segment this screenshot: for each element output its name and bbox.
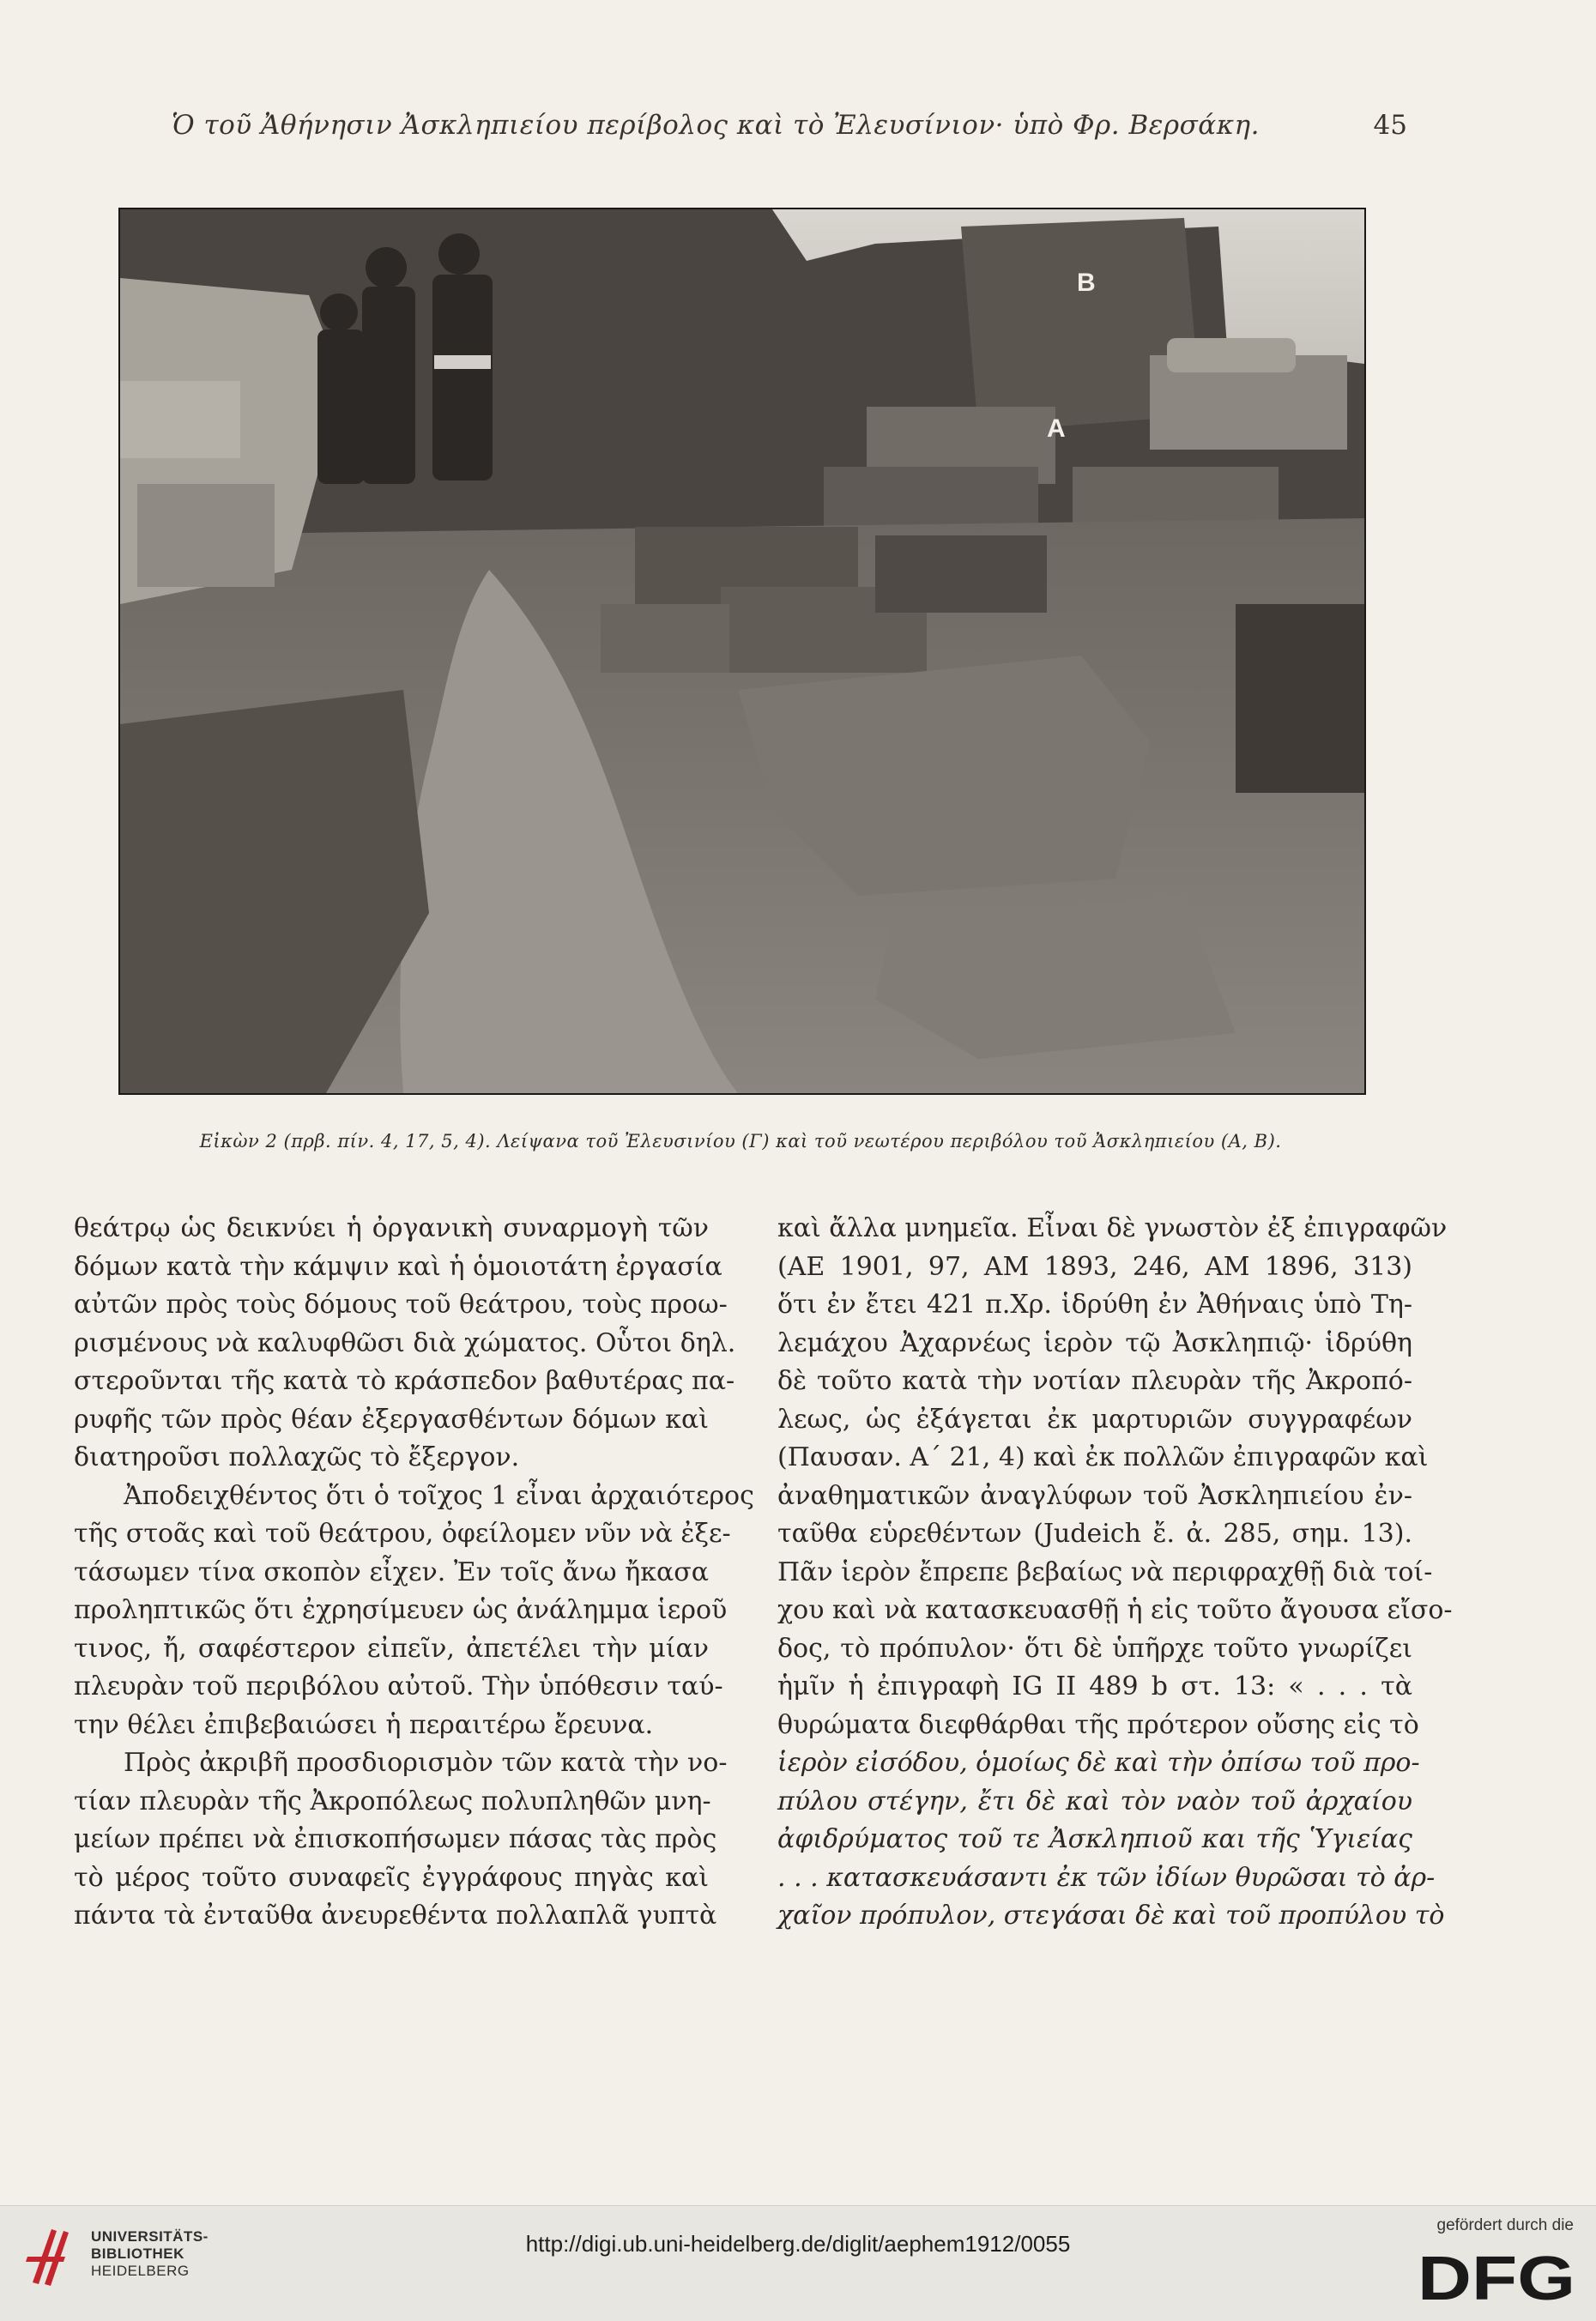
library-line-3: HEIDELBERG — [91, 2263, 190, 2279]
right-text-column — [777, 1210, 1453, 1936]
text-line: ταῦθα εὑρεθέντων (Judeich ἔ. ἀ. 285, σημ. 13). — [777, 1519, 1412, 1549]
text-line: ρυφῆς τῶν πρὸς θέαν ἐξεργασθέντων δόμων καὶ — [74, 1404, 709, 1435]
text-line: πάντα τὰ ἐνταῦθα ἀνευρεθέντα πολλαπλᾶ γυπτὰ — [74, 1901, 717, 1931]
excavation-photograph — [118, 208, 1366, 1095]
text-line: (ΑΕ 1901, 97, ΑΜ 1893, 246, ΑΜ 1896, 313) — [777, 1251, 1412, 1282]
text-line: δόμων κατὰ τὴν κάμψιν καὶ ἡ ὁμοιοτάτη ἐργασία — [74, 1251, 722, 1282]
page-number: 45 — [1373, 110, 1407, 141]
library-line-2: BIBLIOTHEK — [91, 2245, 184, 2262]
photo-label-a: A — [1047, 414, 1066, 443]
text-line: λεμάχου Ἀχαρνέως ἱερὸν τῷ Ἀσκληπιῷ· ἱδρύθη — [777, 1327, 1412, 1358]
text-line: δὲ τοῦτο κατὰ τὴν νοτίαν πλευρὰν τῆς Ἀκροπό- — [777, 1366, 1412, 1396]
text-line: τάσωμεν τίνα σκοπὸν εἶχεν. Ἐν τοῖς ἄνω ἤκασα — [74, 1556, 709, 1587]
text-line: ἀφιδρύματος τοῦ τε Ἀσκληπιοῦ και τῆς Ὑγιείας — [777, 1824, 1412, 1854]
text-line: τίαν πλευρὰν τῆς Ἀκροπόλεως πολυπληθῶν μνη- — [74, 1786, 711, 1816]
text-line: καὶ ἄλλα μνημεῖα. Εἶναι δὲ γνωστὸν ἐξ ἐπιγραφῶν — [777, 1213, 1448, 1243]
text-line: προληπτικῶς ὅτι ἐχρησίμευεν ὡς ἀνάλημμα ἱεροῦ — [74, 1595, 728, 1625]
text-line: χαῖον πρόπυλον, στεγάσαι δὲ καὶ τοῦ προπύλου τὸ — [777, 1901, 1445, 1931]
text-line: δος, τὸ πρόπυλον· ὅτι δὲ ὑπῆρχε τοῦτο γνωρίζει — [777, 1633, 1412, 1664]
source-url-link[interactable]: http://digi.ub.uni-heidelberg.de/diglit/aephem1912/0055 — [525, 2231, 1071, 2257]
text-line: ἱερὸν εἰσόδου, ὁμοίως δὲ καὶ τὴν ὀπίσω τοῦ προ- — [777, 1748, 1420, 1778]
running-head: Ὁ τοῦ Ἀθήνησιν Ἀσκληπιείου περίβολος καὶ τὸ Ἐλευσίνιον· ὑπὸ Φρ. Βερσάκη. — [172, 110, 1260, 141]
text-line: ἀναθηματικῶν ἀναγλύφων τοῦ Ἀσκληπιείου ἐν- — [777, 1480, 1412, 1511]
text-line: τινος, ἤ, σαφέστερον εἰπεῖν, ἀπετέλει τὴν μίαν — [74, 1633, 709, 1664]
text-line: ἡμῖν ἡ ἐπιγραφὴ IG II 489 b στ. 13: « . . . τὰ — [777, 1671, 1412, 1701]
figure-caption: Εἰκὼν 2 (πρβ. πίν. 4, 17, 5, 4). Λείψανα τοῦ Ἐλευσινίου (Γ) καὶ τοῦ νεωτέρου περιβόλου τοῦ Ἀσκληπιείου (A, B). — [199, 1131, 1282, 1151]
text-line: Πᾶν ἱερὸν ἔπρεπε βεβαίως νὰ περιφραχθῇ διὰ τοί- — [777, 1556, 1433, 1587]
digitization-footer — [0, 2205, 1596, 2321]
text-line: αὐτῶν πρὸς τοὺς δόμους τοῦ θεάτρου, τοὺς προω- — [74, 1290, 728, 1320]
text-line: πλευρὰν τοῦ περιβόλου αὐτοῦ. Τὴν ὑπόθεσιν ταύ- — [74, 1671, 723, 1701]
text-line: την θέλει ἐπιβεβαιώσει ἡ περαιτέρω ἔρευνα. — [74, 1709, 654, 1740]
text-line: Ἀποδειχθέντος ὅτι ὁ τοῖχος 1 εἶναι ἀρχαιότερος — [124, 1480, 754, 1511]
text-line: διατηροῦσι πολλαχῶς τὸ ἔξεργον. — [74, 1442, 520, 1472]
dfg-logo-text: DFG — [1418, 2246, 1575, 2308]
text-line: θεάτρῳ ὡς δεικνύει ἡ ὀργανικὴ συναρμογὴ τῶν — [74, 1213, 709, 1243]
university-library-name — [91, 2228, 209, 2280]
text-line: ὅτι ἐν ἔτει 421 π.Χρ. ἱδρύθη ἐν Ἀθήναις ὑπὸ Τη- — [777, 1290, 1412, 1320]
left-text-column — [74, 1210, 754, 1936]
photo-label-b: B — [1077, 269, 1096, 297]
university-library-logo-icon — [24, 2222, 76, 2291]
text-line: στεροῦνται τῆς κατὰ τὸ κράσπεδον βαθυτέρας πα- — [74, 1366, 735, 1396]
text-line: θυρώματα διεφθάρθαι τῆς πρότερον οὔσης εἰς τὸ — [777, 1709, 1419, 1740]
text-line: χου καὶ νὰ κατασκευασθῇ ἡ εἰς τοῦτο ἄγουσα εἴσο- — [777, 1595, 1453, 1625]
text-line: λεως, ὡς ἐξάγεται ἐκ μαρτυριῶν συγγραφέων — [777, 1404, 1412, 1435]
text-line: . . . κατασκευάσαντι ἐκ τῶν ἰδίων θυρῶσαι τὸ ἀρ- — [777, 1862, 1436, 1893]
text-line: τῆς στοᾶς καὶ τοῦ θεάτρου, ὀφείλομεν νῦν νὰ ἐξε- — [74, 1519, 731, 1549]
text-line: πύλου στέγην, ἔτι δὲ καὶ τὸν ναὸν τοῦ ἀρχαίου — [777, 1786, 1412, 1816]
text-line: Πρὸς ἀκριβῆ προσδιορισμὸν τῶν κατὰ τὴν νο- — [124, 1748, 728, 1778]
text-line: τὸ μέρος τοῦτο συναφεῖς ἐγγράφους πηγὰς καὶ — [74, 1862, 709, 1893]
dfg-logo — [1418, 2246, 1575, 2308]
sponsor-label: gefördert durch die — [1436, 2216, 1574, 2234]
photograph-image — [120, 209, 1364, 1093]
library-line-1: UNIVERSITÄTS- — [91, 2228, 209, 2245]
text-line: μείων πρέπει νὰ ἐπισκοπήσωμεν πάσας τὰς πρὸς — [74, 1824, 717, 1854]
text-line: ρισμένους νὰ καλυφθῶσι διὰ χώματος. Οὗτοι δηλ. — [74, 1327, 736, 1358]
text-line: (Παυσαν. Α΄ 21, 4) καὶ ἐκ πολλῶν ἐπιγραφῶν καὶ — [777, 1442, 1429, 1472]
